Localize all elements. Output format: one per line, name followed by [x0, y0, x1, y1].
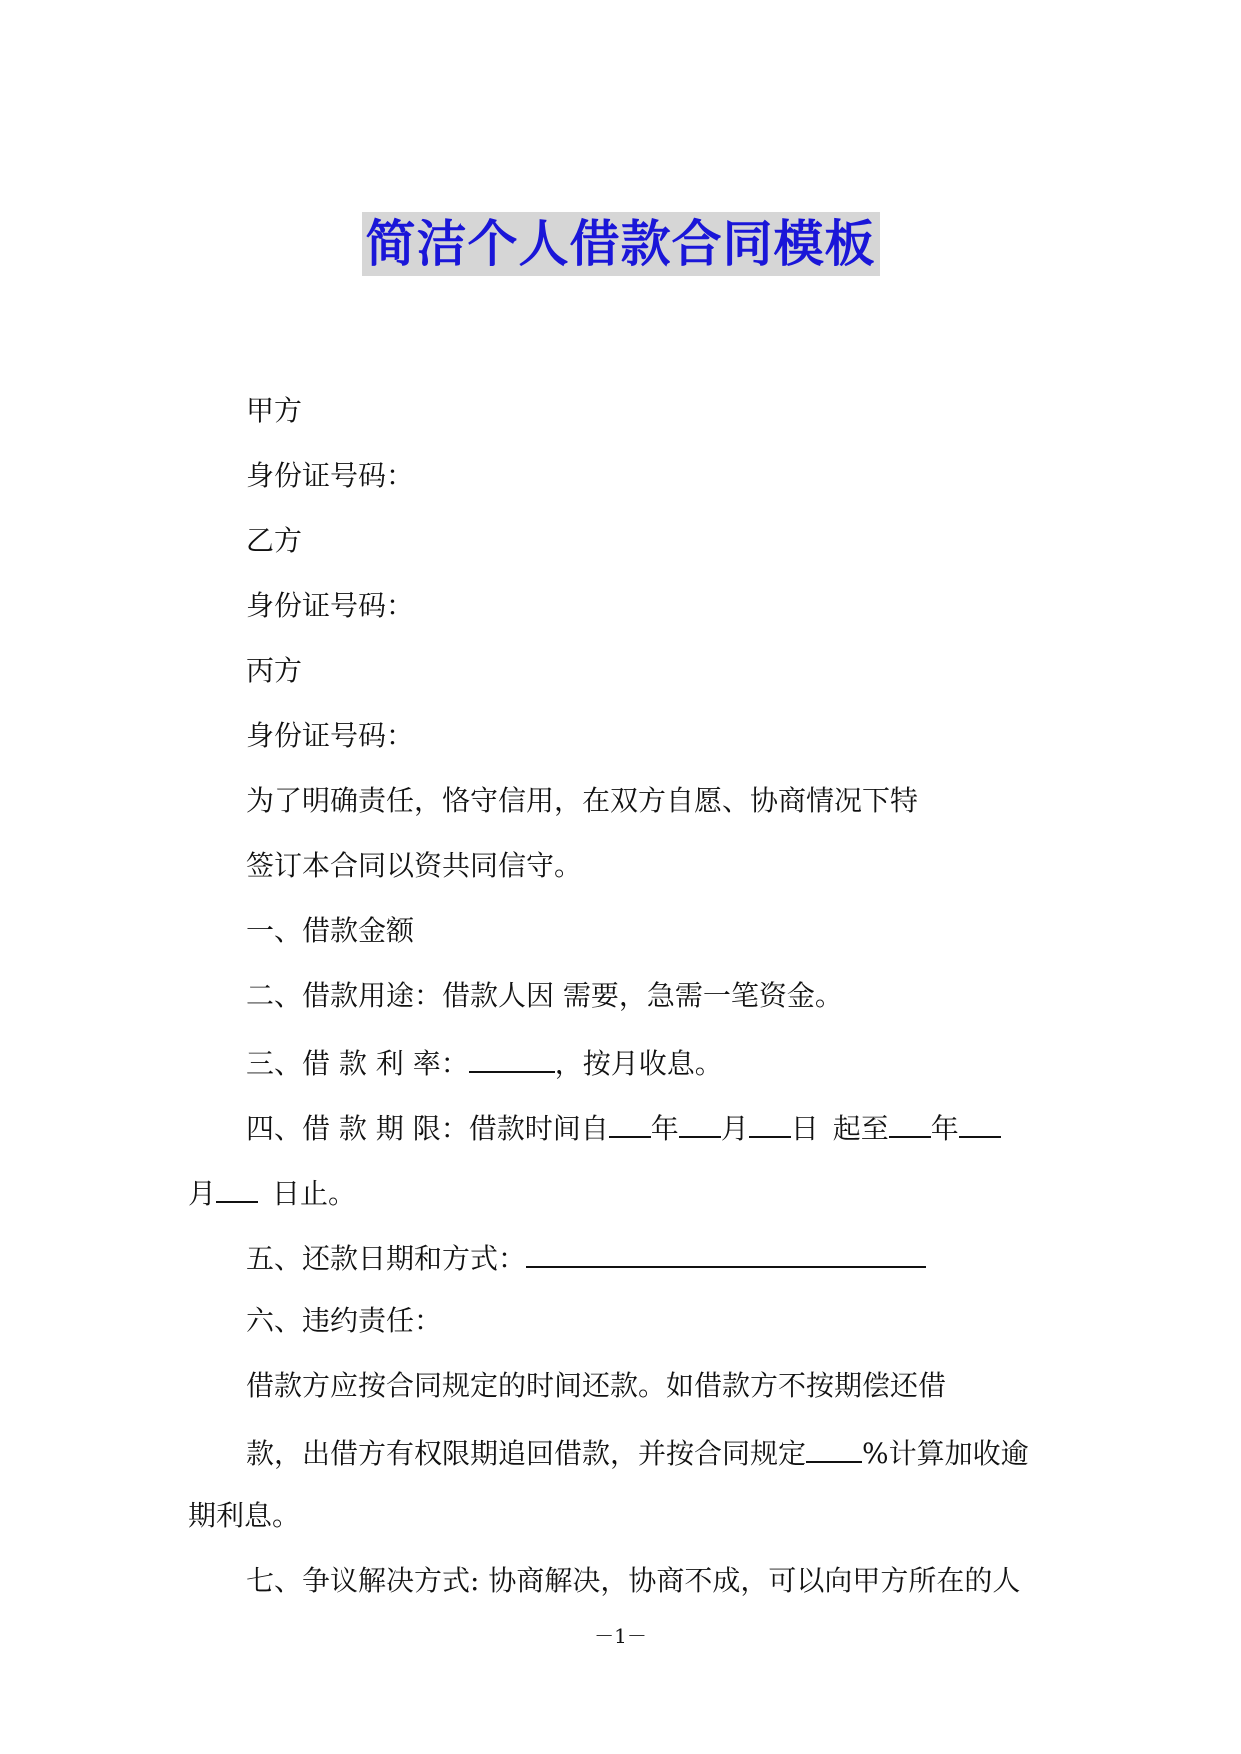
interest-rate-blank: [469, 1041, 555, 1073]
end-day-word: 日止。: [272, 1177, 357, 1210]
clause-4: [246, 1106, 1001, 1149]
preamble-line-1: 为了明确责任，恪守信用，在双方自愿、协商情况下特: [246, 784, 919, 817]
end-day-blank: [216, 1171, 258, 1203]
page-number: －1－: [594, 1624, 647, 1648]
party-a-id-label: 身份证号码：: [246, 459, 415, 492]
clause-3-label: 三、借 款 利 率：: [246, 1047, 469, 1080]
clause-5: [246, 1236, 926, 1279]
start-day-blank: [749, 1106, 791, 1138]
party-a-label: 甲方: [246, 394, 303, 427]
clause-6: 六、违约责任：: [246, 1304, 443, 1337]
clause-5-label: 五、还款日期和方式：: [246, 1242, 527, 1275]
start-year-blank: [609, 1106, 651, 1138]
clause-3: [246, 1041, 723, 1084]
clause-6-text-2a: 款，出借方有权限期追回借款，并按合同规定: [246, 1437, 807, 1470]
clause-3-suffix: ，按月收息。: [554, 1047, 723, 1080]
party-c-id-label: 身份证号码：: [246, 719, 415, 752]
clause-6-text-2b: %计算加收逾: [862, 1437, 1029, 1470]
clause-7: 七、争议解决方式: 协商解决，协商不成，可以向甲方所在的人: [246, 1564, 1021, 1597]
party-b-label: 乙方: [246, 524, 303, 557]
clause-6-text-2: [246, 1431, 1029, 1474]
party-c-label: 丙方: [246, 654, 303, 687]
from-word: 起至: [832, 1112, 889, 1145]
clause-2: 二、借款用途：借款人因 需要，急需一笔资金。: [246, 979, 843, 1012]
end-year-blank: [889, 1106, 931, 1138]
end-year-word: 年: [930, 1112, 959, 1145]
document-title: 简洁个人借款合同模板: [362, 212, 880, 276]
start-month-word: 月: [720, 1112, 749, 1145]
penalty-rate-blank: [806, 1431, 862, 1463]
clause-6-text-3: 期利息。: [188, 1499, 301, 1532]
clause-1: 一、借款金额: [246, 914, 415, 947]
end-month-word: 月: [188, 1177, 217, 1210]
start-day-word: 日: [790, 1112, 819, 1145]
clause-6-text-1: 借款方应按合同规定的时间还款。如借款方不按期偿还借: [246, 1369, 947, 1402]
party-b-id-label: 身份证号码：: [246, 589, 415, 622]
clause-4-label: 四、借 款 期 限：借款时间自: [246, 1112, 609, 1145]
clause-4-continued: [188, 1171, 356, 1214]
start-month-blank: [679, 1106, 721, 1138]
preamble-line-2: 签订本合同以资共同信守。: [246, 849, 583, 882]
start-year-word: 年: [650, 1112, 679, 1145]
repayment-blank: [526, 1236, 926, 1268]
end-month-blank-1: [959, 1106, 1001, 1138]
title-wrap: [0, 212, 1241, 276]
